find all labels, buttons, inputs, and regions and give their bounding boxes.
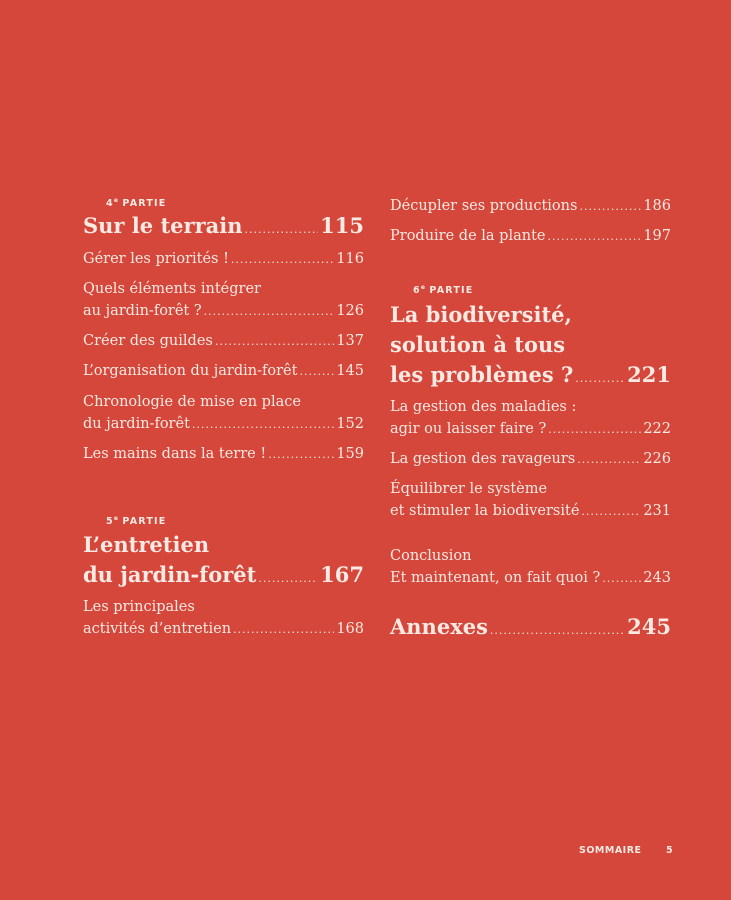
part5-label-word: PARTIE: [122, 516, 167, 528]
entry-page: 116: [336, 251, 364, 267]
entry-page: 152: [336, 416, 364, 432]
leader-dots: [575, 364, 625, 394]
entry-label: Les principales: [83, 599, 195, 615]
entry-label: Créer des guildes: [83, 333, 213, 349]
entry-page: 197: [643, 228, 671, 244]
annexes-title: Annexes: [390, 614, 488, 639]
part4-title-entry[interactable]: [83, 211, 364, 245]
entry-label: Décupler ses productions: [390, 198, 578, 214]
entry-page: 137: [336, 333, 364, 349]
toc-entry-activites[interactable]: [83, 596, 364, 641]
entry-label: L’organisation du jardin-forêt: [83, 363, 298, 379]
entry-label: Équilibrer le système: [390, 481, 548, 497]
entry-label: La gestion des ravageurs: [390, 451, 576, 467]
entry-page: 231: [643, 503, 671, 519]
leader-dots: [245, 215, 319, 245]
toc-entry-ravageurs[interactable]: [390, 448, 671, 471]
part6-title-line2: solution à tous: [390, 332, 566, 357]
entry-page: 226: [643, 451, 671, 467]
part5-title-entry[interactable]: [83, 530, 364, 594]
leader-dots: [579, 196, 641, 218]
leader-dots: [581, 501, 641, 523]
entry-page: 145: [336, 363, 364, 379]
leader-dots: [258, 564, 318, 594]
leader-dots: [299, 361, 334, 383]
toc-entry-organisation[interactable]: [83, 360, 364, 383]
entry-label: Chronologie de mise en place: [83, 394, 301, 410]
leader-dots: [233, 619, 334, 641]
toc-entry-mains[interactable]: [83, 443, 364, 466]
leader-dots: [204, 301, 335, 323]
entry-label: Et maintenant, on fait quoi ?: [390, 570, 601, 586]
part6-title-line1: La biodiversité,: [390, 302, 572, 327]
footer-page-number: 5: [666, 845, 673, 856]
part6-title-line3: les problèmes ?: [390, 362, 574, 387]
part6-label-num: 6: [413, 285, 421, 297]
part5-label-num: 5: [106, 516, 114, 528]
entry-label: Produire de la plante: [390, 228, 546, 244]
leader-dots: [268, 444, 334, 466]
entry-page: 159: [336, 446, 364, 462]
leader-dots: [490, 616, 625, 646]
entry-label: agir ou laisser faire ?: [390, 421, 547, 437]
entry-label: et stimuler la biodiversité: [390, 503, 580, 519]
part4-title-page: 115: [320, 213, 364, 238]
part4-label-sup: e: [113, 197, 118, 204]
entry-label: Quels éléments intégrer: [83, 281, 261, 297]
entry-label: activités d’entretien: [83, 621, 232, 637]
toc-entry-chronologie[interactable]: [83, 391, 364, 436]
entry-label: La gestion des maladies :: [390, 399, 577, 415]
toc-entry-guildes[interactable]: [83, 330, 364, 353]
toc-entry-maladies[interactable]: [390, 396, 671, 441]
part5-title-line1: L’entretien: [83, 532, 210, 557]
part4-title: Sur le terrain: [83, 213, 243, 238]
toc-entry-decupler[interactable]: [390, 195, 671, 218]
part4-label: [106, 197, 166, 209]
leader-dots: [547, 226, 641, 248]
entry-label: du jardin-forêt: [83, 416, 190, 432]
entry-page: 243: [643, 570, 671, 586]
part6-label-word: PARTIE: [429, 285, 474, 297]
annexes-page: 245: [627, 614, 671, 639]
entry-page: 222: [643, 421, 671, 437]
part6-label-sup: e: [420, 284, 425, 291]
toc-entry-conclusion[interactable]: [390, 545, 671, 590]
entry-page: 126: [336, 303, 364, 319]
leader-dots: [231, 249, 334, 271]
leader-dots: [192, 414, 334, 436]
leader-dots: [548, 419, 641, 441]
part6-title-page: 221: [627, 362, 671, 387]
leader-dots: [577, 449, 641, 471]
part5-label-sup: e: [113, 515, 118, 522]
entry-label: au jardin-forêt ?: [83, 303, 202, 319]
toc-entry-produire[interactable]: [390, 225, 671, 248]
entry-label: Les mains dans la terre !: [83, 446, 267, 462]
part6-title-entry[interactable]: [390, 300, 671, 394]
entry-page: 168: [336, 621, 364, 637]
toc-entry-equilibrer[interactable]: [390, 478, 671, 523]
footer-section-label: SOMMAIRE: [579, 845, 642, 856]
part6-label: [413, 284, 473, 296]
annexes-entry[interactable]: [390, 612, 671, 646]
part4-label-num: 4: [106, 198, 114, 210]
entry-page: 186: [643, 198, 671, 214]
part5-title-line2: du jardin-forêt: [83, 562, 257, 587]
entry-label: Conclusion: [390, 548, 472, 564]
entry-label: Gérer les priorités !: [83, 251, 229, 267]
part5-title-page: 167: [320, 562, 364, 587]
toc-entry-priorites[interactable]: [83, 248, 364, 271]
part5-label: [106, 515, 166, 527]
leader-dots: [215, 331, 334, 353]
toc-entry-elements[interactable]: [83, 278, 364, 323]
leader-dots: [602, 568, 641, 590]
part4-label-word: PARTIE: [122, 198, 167, 210]
